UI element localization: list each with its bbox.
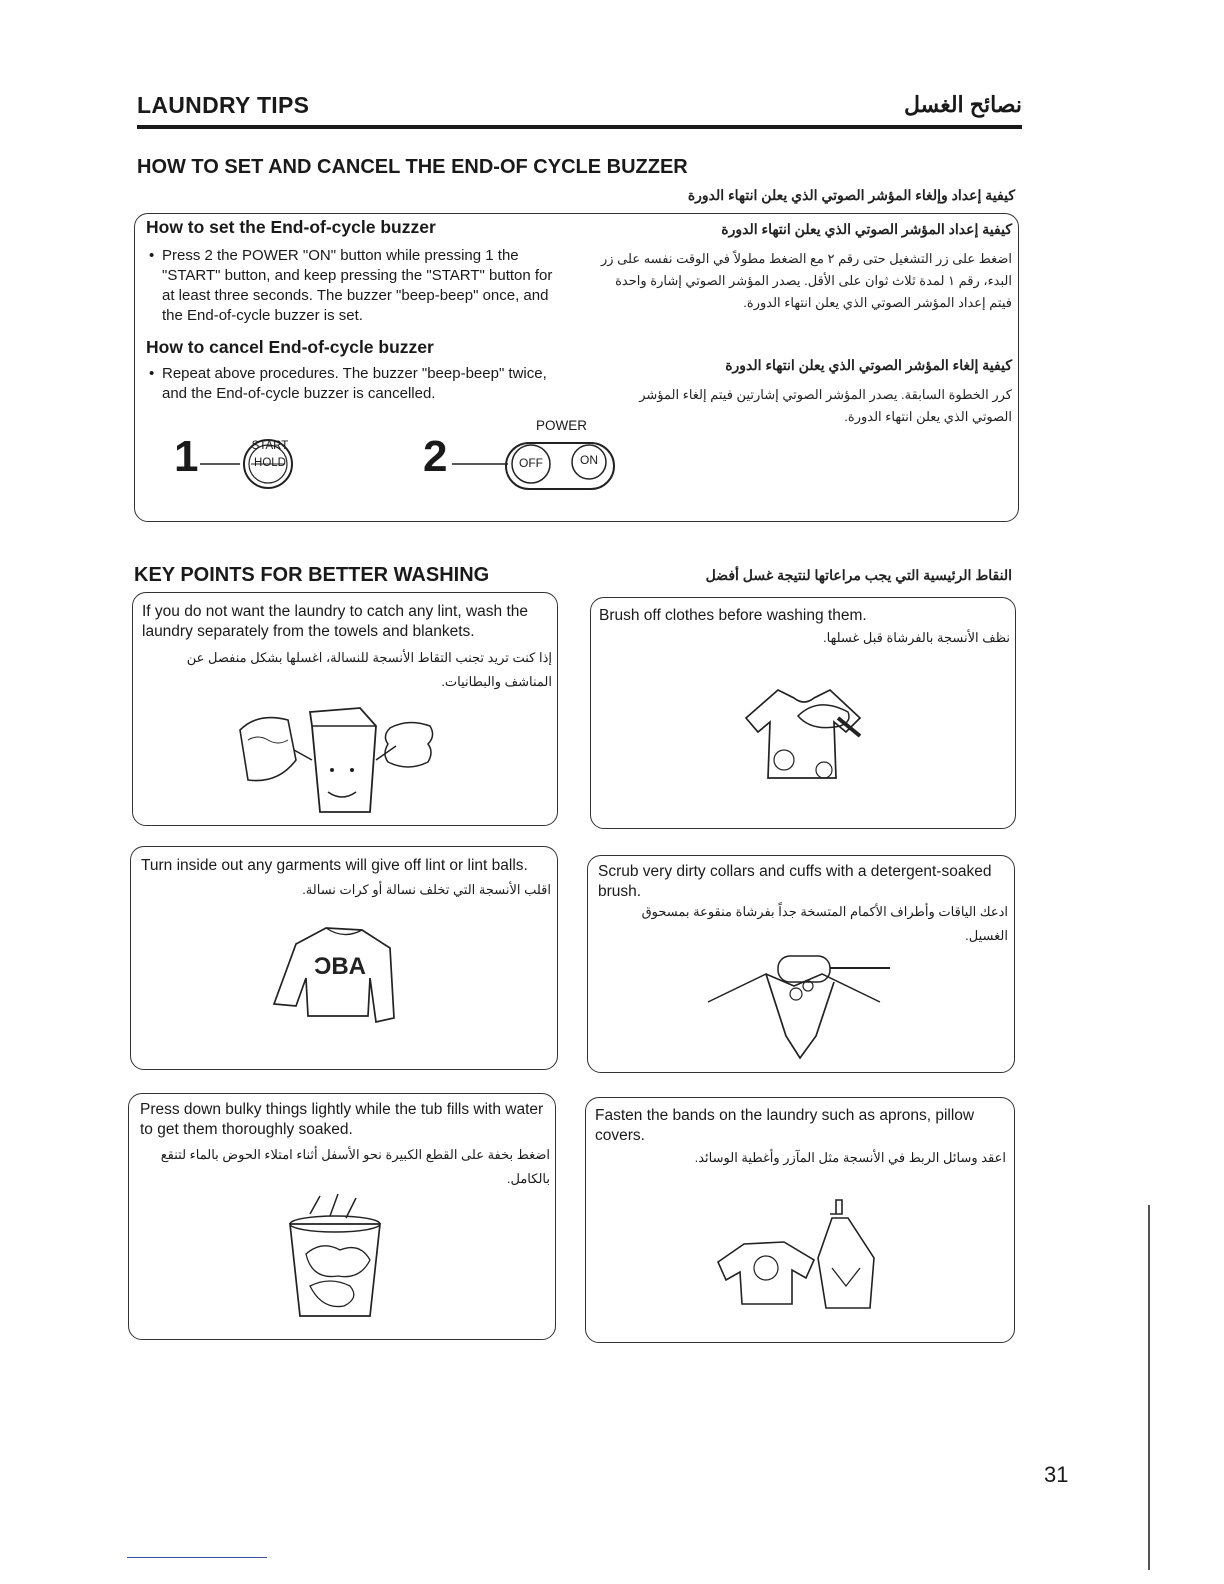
step-2-number: 2: [423, 432, 448, 481]
tip-3-text: Turn inside out any garments will give off lint or lint balls.: [141, 857, 528, 874]
cancel-buzzer-title-arabic: كيفية إلغاء المؤشر الصوتي الذي يعلن انتهاء الدورة: [725, 357, 1012, 373]
set-buzzer-title-arabic: كيفية إعداد المؤشر الصوتي الذي يعلن انتهاء الدورة: [721, 221, 1012, 237]
inside-out-sweater-icon: [266, 918, 406, 1028]
tip-2-text: Brush off clothes before washing them.: [599, 607, 867, 624]
power-label: POWER: [536, 418, 588, 433]
right-margin-rule: [1148, 1205, 1150, 1570]
cancel-buzzer-instructions: [148, 364, 568, 404]
fasten-bands-icon: [714, 1198, 884, 1310]
buzzer-section-heading-arabic: كيفية إعداد وإلغاء المؤشر الصوتي الذي يعلن انتهاء الدورة: [687, 187, 1015, 203]
header-rule: [137, 125, 1022, 129]
brush-shirt-icon: [738, 678, 868, 788]
page-header-title: LAUNDRY TIPS: [137, 92, 310, 118]
tip-5-text: Press down bulky things lightly while the tub fills with water to get them thoroughly soaked.: [140, 1101, 544, 1138]
set-buzzer-instructions: [148, 246, 568, 326]
page-header-title-arabic: نصائح الغسل: [903, 92, 1022, 117]
set-buzzer-text: • Press 2 the POWER "ON" button while pressing 1 the "START" button, and keep pressing the "START" button for at least three seconds. The buzzer "beep-beep" once, and the End-of-cycle buzzer is set.: [162, 246, 568, 326]
tip-4-text: Scrub very dirty collars and cuffs with a detergent-soaked brush.: [598, 863, 992, 900]
press-down-tub-icon: [280, 1194, 390, 1324]
on-label: ON: [580, 453, 598, 467]
tip-2-text-arabic: نظف الأنسجة بالفرشاة قبل غسلها.: [823, 630, 1010, 645]
key-points-heading: KEY POINTS FOR BETTER WASHING: [134, 564, 490, 586]
footer-rule: [127, 1557, 267, 1558]
start-label: START: [251, 440, 289, 452]
tip-6-text-arabic: اعقد وسائل الربط في الأنسجة مثل المآزر وأغطية الوسائد.: [694, 1150, 1006, 1165]
key-points-heading-arabic: النقاط الرئيسية التي يجب مراعاتها لنتيجة غسل أفضل: [705, 567, 1012, 583]
tip-6-text: Fasten the bands on the laundry such as aprons, pillow covers.: [595, 1107, 975, 1144]
hold-label: HOLD: [254, 457, 286, 469]
sweater-letters: ƆBA: [314, 953, 366, 980]
step-1-number: 1: [174, 432, 199, 481]
set-buzzer-title: How to set the End-of-cycle buzzer: [146, 217, 436, 237]
washer-lint-icon: [228, 700, 468, 820]
off-label: OFF: [519, 456, 543, 470]
cancel-buzzer-text: • Repeat above procedures. The buzzer "beep-beep" twice, and the End-of-cycle buzzer is cancelled.: [162, 364, 568, 404]
tip-1-text: If you do not want the laundry to catch any lint, wash the laundry separately from the towels and blankets.: [142, 603, 529, 640]
buzzer-section-heading: HOW TO SET AND CANCEL THE END-OF CYCLE BUZZER: [137, 156, 688, 178]
scrub-collar-icon: [704, 946, 894, 1066]
page-number: 31: [1044, 1462, 1069, 1487]
tip-1-text-arabic: إذا كنت تريد تجنب التقاط الأنسجة للنسالة، اغسلها بشكل منفصل عن المناشف والبطانيات.: [186, 650, 552, 689]
cancel-buzzer-text-arabic: كرر الخطوة السابقة. يصدر المؤشر الصوتي إشارتين فيتم إلغاء المؤشر الصوتي الذي يعلن انتهاء الدورة.: [639, 387, 1012, 424]
tip-3-text-arabic: اقلب الأنسجة التي تخلف نسالة أو كرات نسالة.: [302, 882, 551, 897]
cancel-buzzer-title: How to cancel End-of-cycle buzzer: [146, 337, 434, 357]
tip-4-text-arabic: ادعك الياقات وأطراف الأكمام المتسخة جداً بفرشاة منقوعة بمسحوق الغسيل.: [641, 904, 1008, 943]
set-buzzer-text-arabic: اضغط على زر التشغيل حتى رقم ٢ مع الضغط مطولاً في الوقت نفسه على زر البدء، رقم ١ لمدة ثلاث ثوان على الأقل. يصدر المؤشر الصوتي إشارة واحدة فيتم إعداد المؤشر الصوتي الذي يعلن انتهاء الدورة.: [601, 251, 1012, 310]
tip-5-text-arabic: اضغط بخفة على القطع الكبيرة نحو الأسفل أثناء امتلاء الحوض بالماء لتنقع بالكامل.: [160, 1147, 550, 1186]
